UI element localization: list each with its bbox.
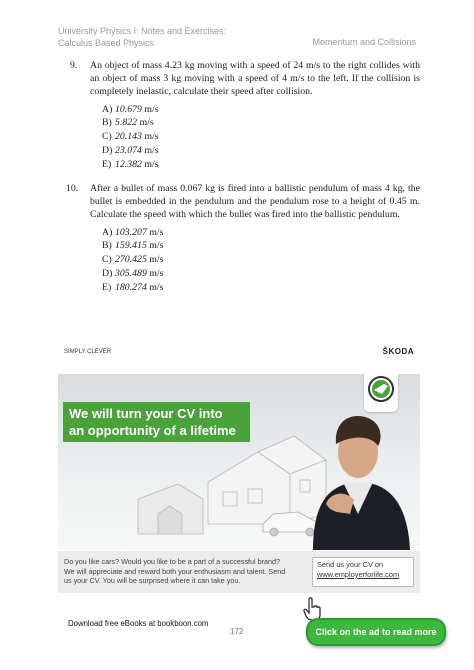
download-link[interactable]: Download free eBooks at bookboon.com [68,619,209,628]
ad-photo[interactable] [58,374,420,550]
answer-option[interactable]: C) 270.425 m/s [102,254,164,266]
click-ad-button[interactable]: Click on the ad to read more [306,618,446,646]
tagline-line2: an opportunity of a lifetime [69,423,236,438]
answer-option[interactable]: D) 305.489 m/s [102,268,164,279]
page-number: 172 [230,627,244,636]
answer-options [102,103,420,172]
ad-body-text: Do you like cars? Would you like to be a part of a successful brand? We will appreciate and reward both your enthusiasm and talent. Send us your CV. You will be surprised where it can take you. [64,557,286,585]
ad-top-bar [58,343,420,373]
answer-option[interactable]: E) 12.382 m/s [102,158,159,170]
skoda-logo-icon [364,374,398,406]
book-title-line2: Calculus Based Physics [58,38,155,48]
question-stem: After a bullet of mass 0.067 kg is fired into a ballistic pendulum of mass 4 kg, the bullet is embedded in the pendulum and the pendulum rose to a height of 0.45 m. Calculate the speed with which the bullet was fired into the ballistic pendulum. [90,183,420,221]
question-10 [66,182,420,295]
cta-line1: Send us your CV on [317,560,384,569]
man-illustration [313,416,410,550]
answer-option[interactable]: E) 180.274 m/s [102,281,164,293]
brand-name: ŠKODA [382,347,414,356]
answer-option[interactable]: B) 159.415 m/s [102,240,164,252]
answer-option[interactable]: D) 23.074 m/s [102,145,159,156]
chapter-title: Momentum and Collisions [312,37,416,47]
tagline-line1: We will turn your CV into [69,406,223,421]
ad-tagline [63,402,250,442]
skoda-advertisement[interactable] [58,343,420,593]
question-number: 9. [70,60,78,71]
answer-option[interactable]: A) 10.679 m/s [102,103,159,115]
question-9 [70,59,420,172]
book-title [58,25,226,49]
skoda-logo-badge [364,374,398,412]
ad-slogan: SIMPLY CLEVER [64,349,112,355]
answer-option[interactable]: A) 103.207 m/s [102,226,164,238]
answer-options [102,226,420,295]
answer-option[interactable]: B) 5.822 m/s [102,117,154,129]
book-title-line1: University Physics I: Notes and Exercises: [58,26,227,36]
ad-bottom-panel [58,551,420,593]
employer-url-link[interactable]: www.employerforlife.com [317,570,400,579]
question-stem: An object of mass 4.23 kg moving with a speed of 24 m/s to the right collides with an object of mass 3 kg moving with a speed of 4 m/s to the left. If the collision is completely inelastic, calculate their speed after collision. [90,60,420,98]
answer-option[interactable]: C) 20.143 m/s [102,131,159,143]
question-number: 10. [66,183,79,194]
send-cv-box[interactable] [312,557,414,587]
